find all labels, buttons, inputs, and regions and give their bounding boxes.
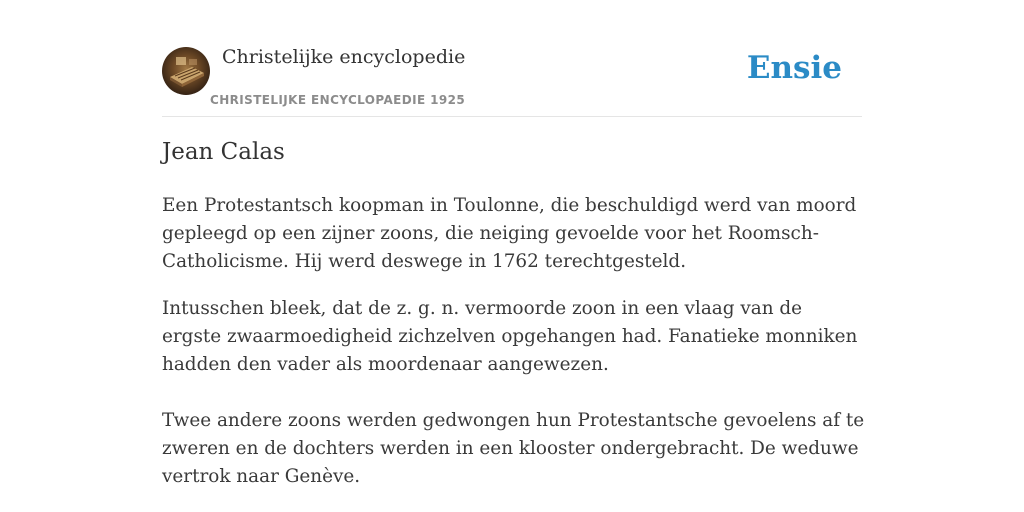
paragraph: Intusschen bleek, dat de z. g. n. vermoorde zoon in een vlaag van de ergste zwaarmoedigheid zichzelven opgehangen had. Fanatieke monniken hadden den vader als moordenaar aangewezen.: [162, 298, 858, 375]
brand-logo[interactable]: Ensie: [746, 50, 842, 86]
page-header: [162, 46, 862, 117]
source-avatar[interactable]: [162, 47, 210, 95]
book-photo-icon: [162, 47, 210, 95]
article-title: Jean Calas: [162, 139, 285, 165]
source-subtitle: CHRISTELIJKE ENCYCLOPAEDIE 1925: [210, 93, 466, 107]
paragraph: Twee andere zoons werden gedwongen hun Protestantsche gevoelens af te zweren en de dochters werden in een klooster ondergebracht. De weduwe vertrok naar Genève.: [162, 410, 865, 487]
article-body: [162, 192, 867, 491]
source-title[interactable]: Christelijke encyclopedie: [222, 46, 466, 68]
paragraph: Een Protestantsch koopman in Toulonne, die beschuldigd werd van moord gepleegd op een zijner zoons, die neiging gevoelde voor het Roomsch-Catholicisme. Hij werd deswege in 1762 terechtgesteld.: [162, 195, 857, 272]
